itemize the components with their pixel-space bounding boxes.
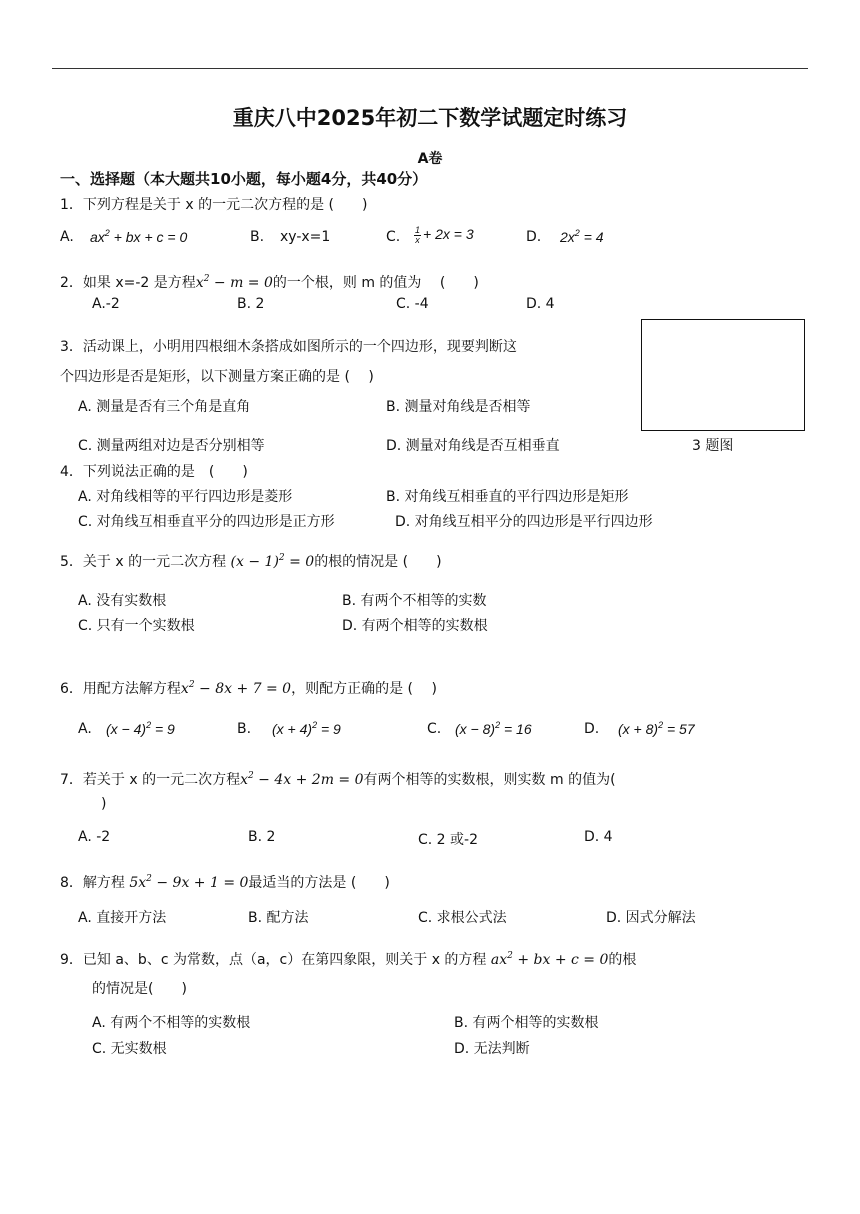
q5-option-b: B. 有两个不相等的实数: [342, 593, 487, 609]
section-heading: 一、选择题（本大题共10小题，每小题4分，共40分）: [60, 170, 428, 188]
figure-caption: 3 题图: [692, 438, 734, 454]
q2-option-a: A.-2: [92, 296, 120, 312]
q3-option-b: B. 测量对角线是否相等: [386, 399, 531, 415]
q1-option-b: xy-x=1: [280, 229, 331, 245]
q6-option-d-label: D.: [584, 721, 600, 737]
q8-option-c: C. 求根公式法: [418, 910, 507, 926]
q6-option-c: $(x - 8)^2 = 16$: [455, 720, 532, 737]
q8-option-a: A. 直接开方法: [78, 910, 167, 926]
question-1-stem: 1．下列方程是关于 x 的一元二次方程的是 ( ): [60, 197, 368, 213]
question-7-stem-line1: 7．若关于 x 的一元二次方程$x^2 - 4x + 2m = 0$有两个相等的实数根，则实数 m 的值为(: [60, 771, 616, 788]
q6-option-a: $(x - 4)^2 = 9$: [106, 720, 175, 737]
q4-option-b: B. 对角线互相垂直的平行四边形是矩形: [386, 489, 629, 505]
paper-label: A卷: [417, 151, 443, 167]
question-3-stem-line1: 3．活动课上，小明用四根细木条搭成如图所示的一个四边形，现要判断这: [60, 339, 517, 355]
q9-option-b: B. 有两个相等的实数根: [454, 1015, 599, 1031]
question-4-stem: 4．下列说法正确的是 ( ): [60, 464, 248, 480]
q2-option-b: B. 2: [237, 296, 265, 312]
q1-option-a: $ax^2$ + bx + c = 0: [90, 228, 188, 245]
q7-option-c: C. 2 或-2: [418, 832, 478, 848]
q8-option-b: B. 配方法: [248, 910, 309, 926]
question-7-stem-line2: ): [101, 796, 107, 812]
q9-option-c: C. 无实数根: [92, 1041, 167, 1057]
q2-option-c: C. -4: [396, 296, 429, 312]
q1-option-a-label: A.: [60, 229, 74, 245]
question-3-stem-line2: 个四边形是否是矩形，以下测量方案正确的是 ( ): [60, 369, 374, 385]
q3-option-d: D. 测量对角线是否互相垂直: [386, 438, 560, 454]
question-6-stem: 6．用配方法解方程$x^2 - 8x + 7 = 0$，则配方正确的是 ( ): [60, 680, 437, 697]
q5-option-c: C. 只有一个实数根: [78, 618, 195, 634]
page-title: 重庆八中2025年初二下数学试题定时练习: [232, 106, 628, 130]
q1-option-c-label: C.: [386, 229, 401, 245]
q4-option-d: D. 对角线互相平分的四边形是平行四边形: [395, 514, 653, 530]
question-8-stem: 8．解方程 $5x^2 - 9x + 1 = 0$最适当的方法是 ( ): [60, 874, 390, 891]
q1-option-c: [412, 226, 474, 245]
q6-option-d: $(x + 8)^2 = 57$: [618, 720, 695, 737]
header-rule: [52, 68, 808, 69]
fraction-numerator: 1: [415, 225, 421, 235]
q7-option-d: D. 4: [584, 829, 613, 845]
q9-option-a: A. 有两个不相等的实数根: [92, 1015, 251, 1031]
q1-option-d-label: D.: [526, 229, 542, 245]
q1-option-d: $2x^2 = 4$: [560, 228, 604, 245]
q5-option-d: D. 有两个相等的实数根: [342, 618, 488, 634]
fraction: [414, 226, 421, 245]
q1-option-b-label: B.: [250, 229, 265, 245]
question-9-stem-line1: 9．已知 a、b、c 为常数，点（a，c）在第四象限，则关于 x 的方程 $ax^2$ + bx + c = 0的根: [60, 951, 637, 968]
q6-option-b-label: B.: [237, 721, 252, 737]
question-5-stem: 5．关于 x 的一元二次方程 $(x - 1)^2 = 0$的根的情况是 ( ): [60, 553, 442, 570]
q3-option-c: C. 测量两组对边是否分别相等: [78, 438, 265, 454]
q1-option-c-rest: + 2x = 3: [423, 226, 474, 243]
question-2-stem: 2．如果 x=-2 是方程$x^2 - m = 0$的一个根，则 m 的值为 ( ): [60, 274, 479, 291]
q6-option-b: $(x + 4)^2 = 9$: [272, 720, 341, 737]
quadrilateral-figure: [641, 319, 805, 431]
q9-option-d: D. 无法判断: [454, 1041, 530, 1057]
q7-option-a: A. -2: [78, 829, 111, 845]
q5-option-a: A. 没有实数根: [78, 593, 167, 609]
fraction-denominator: x: [415, 235, 420, 245]
q2-option-d: D. 4: [526, 296, 555, 312]
q6-option-c-label: C.: [427, 721, 442, 737]
q4-option-a: A. 对角线相等的平行四边形是菱形: [78, 489, 293, 505]
question-9-stem-line2: 的情况是( ): [92, 981, 187, 997]
q4-option-c: C. 对角线互相垂直平分的四边形是正方形: [78, 514, 335, 530]
q6-option-a-label: A.: [78, 721, 92, 737]
q7-option-b: B. 2: [248, 829, 276, 845]
q8-option-d: D. 因式分解法: [606, 910, 696, 926]
q3-option-a: A. 测量是否有三个角是直角: [78, 399, 251, 415]
